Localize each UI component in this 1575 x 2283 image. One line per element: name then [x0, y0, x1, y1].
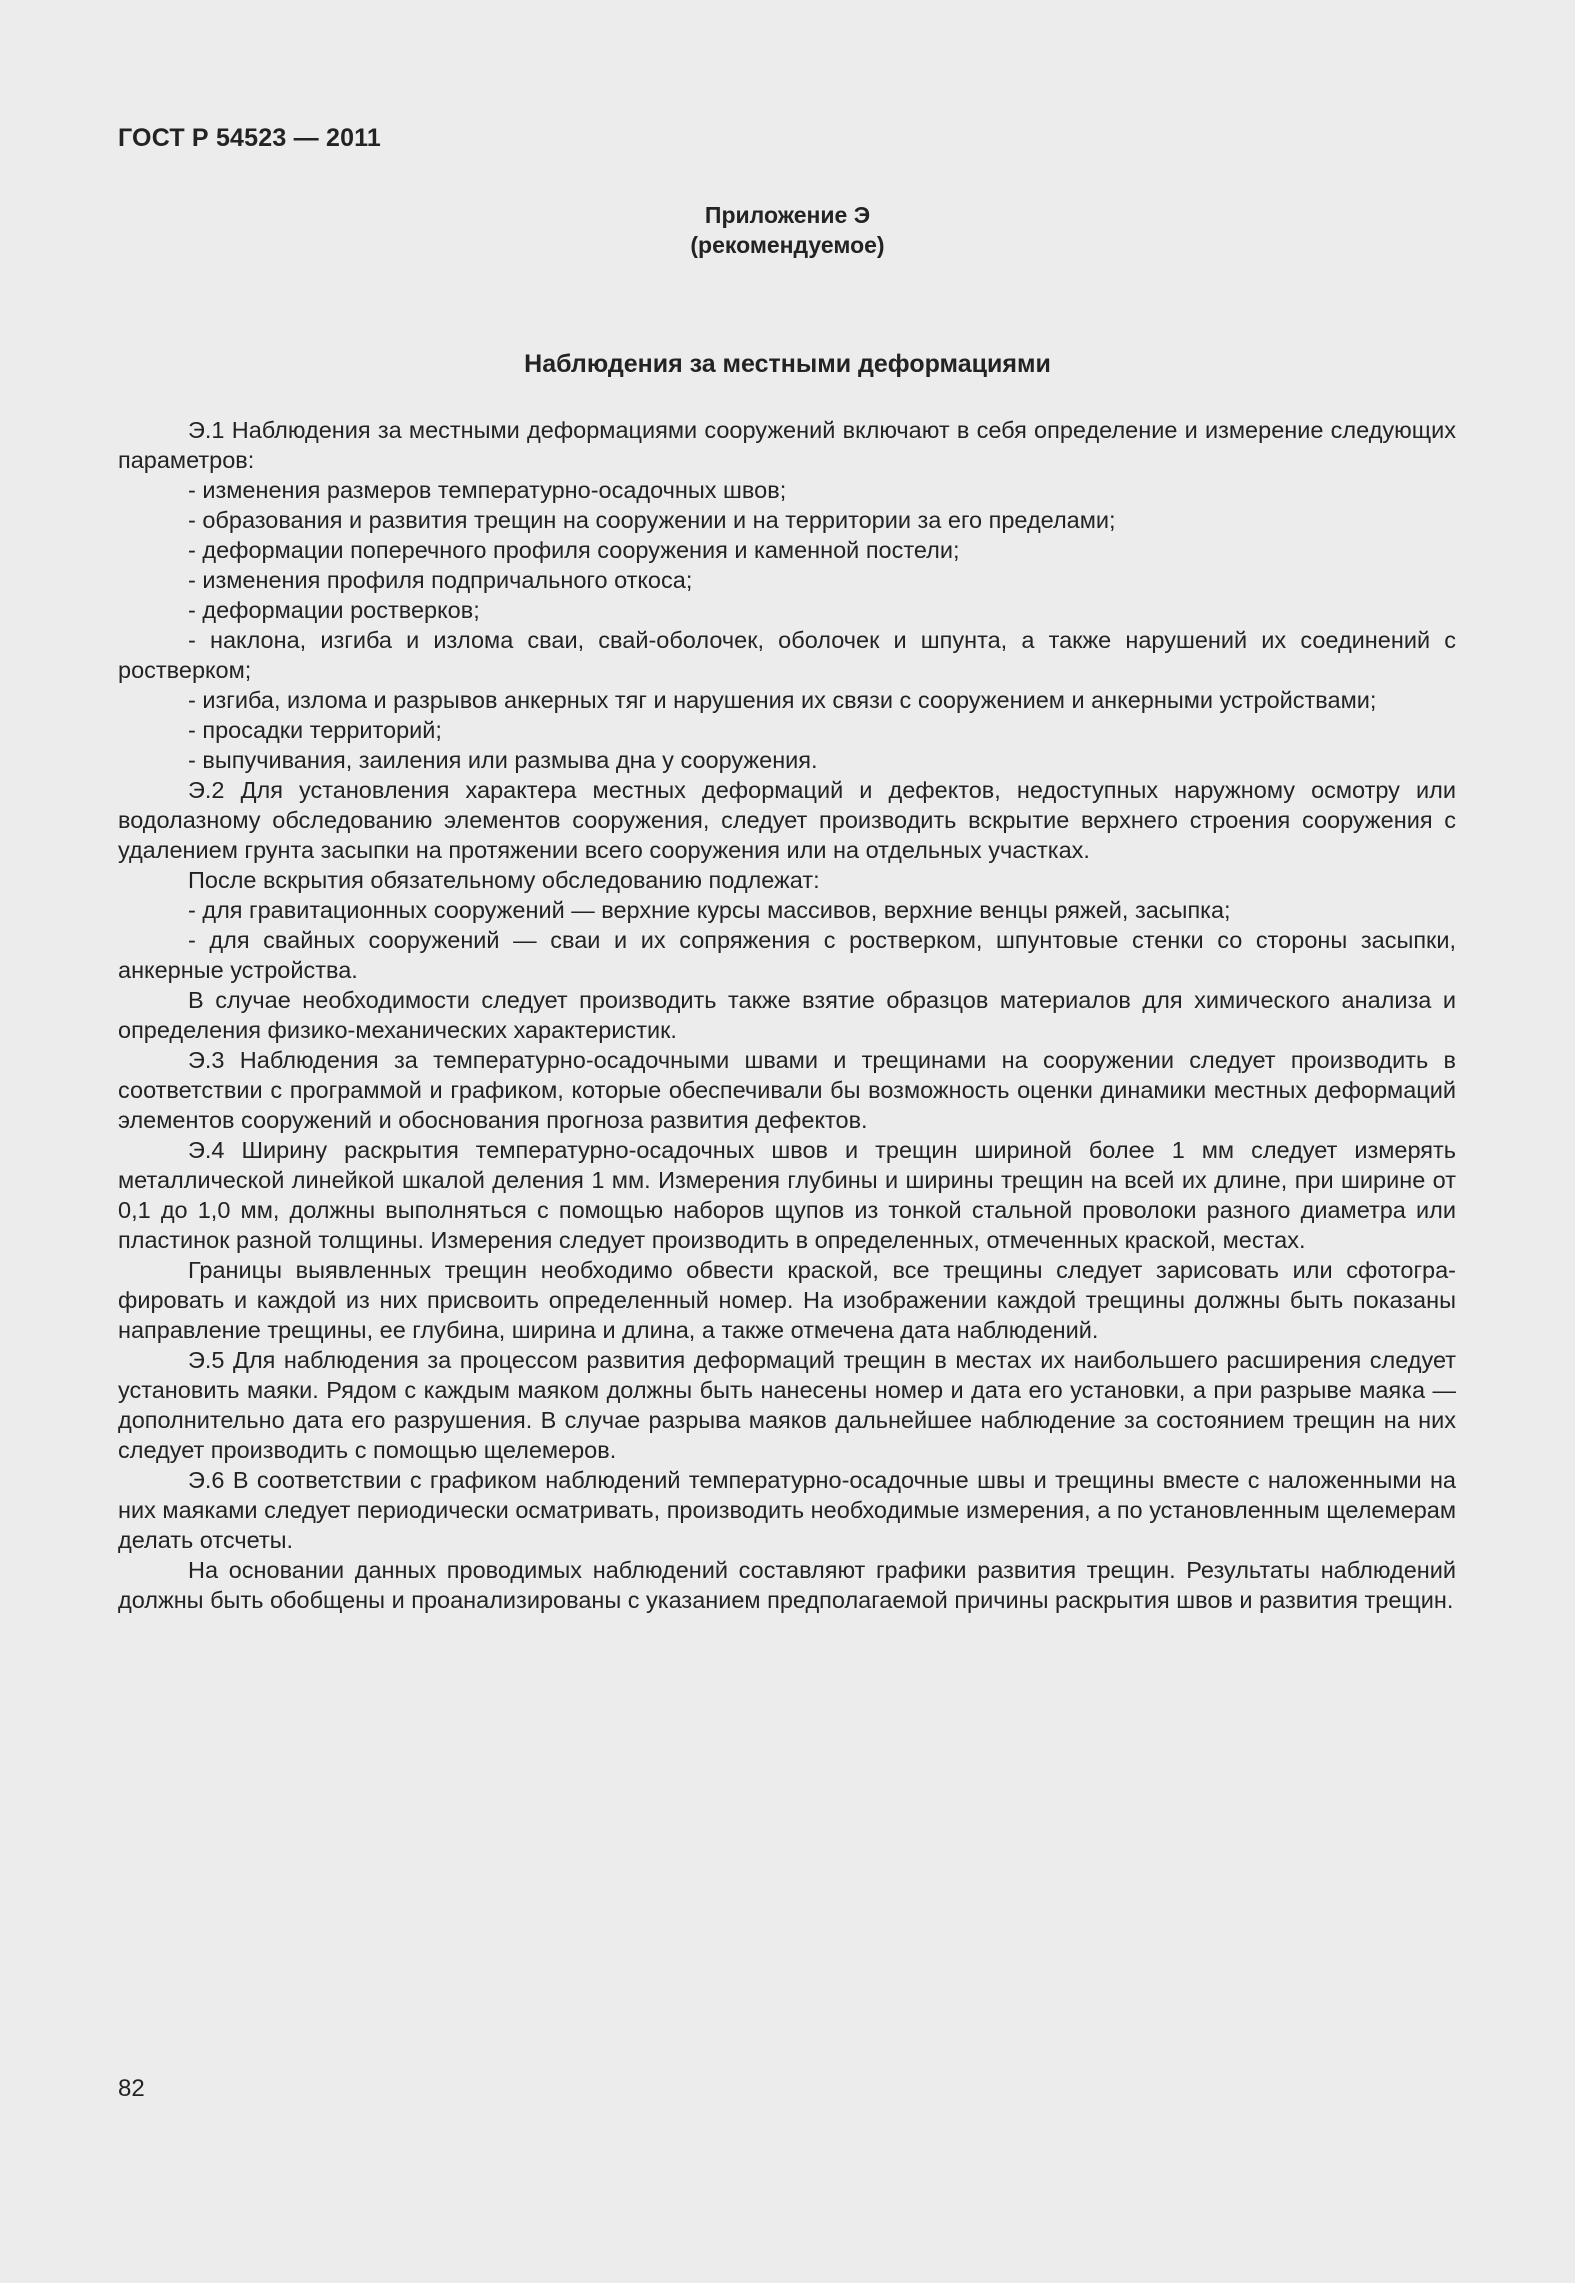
paragraph-e2: Э.2 Для установления характера местных деформаций и дефектов, недоступных наружному осмотру или водолазному обследованию элементов сооружения, следует производить вскрытие верхнего строения сооружения с удалением грунта засыпки на протяжении всего сооружения или на отдельных участках. [118, 777, 1456, 863]
list-item: - деформации ростверков; [188, 597, 480, 623]
paragraph: После вскрытия обязательному обследованию подлежат: [188, 867, 820, 893]
paragraph-e4: Э.4 Ширину раскрытия температурно-осадочных швов и трещин шириной более 1 мм следует измерять металлической линейкой шкалой деления 1 мм. Измерения глубины и ширины трещин на всей их длине, при ширине от 0,1 до 1,0 мм, должны выполняться с помощью наборов щупов из тонкой стальной проволоки разного диаметра или пластинок разной толщины. Измерения следует производить в определенных, отмеченных краской, местах. [118, 1137, 1456, 1253]
paragraph: На основании данных проводимых наблюдений составляют графики развития трещин. Результаты наблюдений должны быть обобщены и проанализированы с указанием предполагаемой причины раскрытия швов и развития трещин. [118, 1557, 1456, 1613]
appendix-title: Приложение Э [704, 202, 871, 228]
list-item: - деформации поперечного профиля сооружения и каменной постели; [188, 537, 960, 563]
list-item: - для гравитационных сооружений — верхние курсы массивов, верхние венцы ряжей, засыпка; [188, 897, 1231, 923]
paragraph-e3: Э.3 Наблюдения за температурно-осадочными швами и трещинами на сооружении следует производить в соответствии с программой и графиком, которые обеспечивали бы возможность оценки динамики местных деформаций элементов сооружений и обоснования прогноза развития дефектов. [118, 1047, 1456, 1133]
list-item: - для свайных сооружений — сваи и их сопряжения с ростверком, шпунтовые стенки со стороны засыпки, анкерные устройства. [118, 927, 1456, 983]
list-item: - наклона, изгиба и излома сваи, свай-оболочек, оболочек и шпунта, а также нарушений их соединений с ростверком; [118, 627, 1456, 683]
standard-code: ГОСТ Р 54523 — 2011 [118, 124, 382, 152]
list-item: - изменения размеров температурно-осадочных швов; [188, 477, 787, 503]
list-item: - просадки территорий; [188, 717, 442, 743]
list-item: - образования и развития трещин на сооружении и на территории за его пределами; [188, 507, 1116, 533]
paragraph-e5: Э.5 Для наблюдения за процессом развития деформаций трещин в местах их наибольшего расширения следует установить маяки. Рядом с каждым маяком должны быть нанесены номер и дата его установки, а при разрыве маяка — дополнительно дата его разрушения. В случае разрыва маяков дальнейшее наблюдение за состоянием трещин на них следует производить с помощью щелемеров. [118, 1347, 1456, 1463]
paragraph-e6: Э.6 В соответствии с графиком наблюдений температурно-осадочные швы и трещины вместе с наложенными на них маяками следует периодически осматривать, производить необходимые измерения, а по установленным щелемерам делать отсчеты. [118, 1467, 1456, 1553]
list-item: - изменения профиля подпричального откоса; [188, 567, 693, 593]
paragraph: Границы выявленных трещин необходимо обвести краской, все трещины следует зарисовать или сфотографировать и каждой из них присвоить определенный номер. На изображении каждой трещины должны быть показаны направление трещины, ее глубина, ширина и длина, а также отмечена дата наблюдений. [118, 1257, 1456, 1343]
body-text [118, 415, 1456, 1615]
appendix-type: (рекомендуемое) [690, 232, 885, 258]
section-heading: Наблюдения за местными деформациями [524, 350, 1051, 378]
list-item: - выпучивания, заиления или размыва дна у сооружения. [188, 747, 818, 773]
paragraph-e1: Э.1 Наблюдения за местными деформациями сооружений включают в себя определение и измерение следующих параметров: [118, 417, 1456, 473]
list-item: - изгиба, излома и разрывов анкерных тяг и нарушения их связи с сооружением и анкерными устройствами; [188, 687, 1377, 713]
paragraph: В случае необходимости следует производить также взятие образцов материалов для химического анализа и определения физико-механических характеристик. [118, 987, 1456, 1043]
page-number: 82 [118, 2075, 145, 2102]
